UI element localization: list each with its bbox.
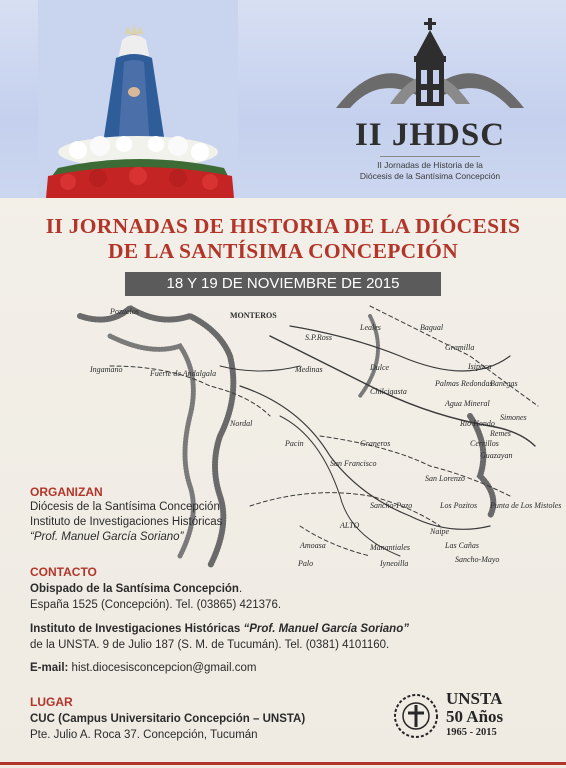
church-tower-icon [330,16,530,116]
event-title-line-2: DE LA SANTÍSIMA CONCEPCIÓN [107,239,459,263]
unsta-badge [446,690,546,740]
map-label: S.P.Ross [305,333,332,342]
map-label: Cerrillos [470,439,499,448]
contact-org-2-name-italic: “Prof. Manuel García Soriano” [243,623,409,635]
logo-title: II JHDSC [354,117,506,153]
map-label: ALTO [340,521,360,530]
map-label: Amoasa [300,541,326,550]
map-label: Nordal [230,419,253,428]
logo-divider [380,156,480,157]
map-label: Naipe [430,527,450,536]
map-label: Pozuelos [110,307,139,316]
header-band [0,0,566,198]
map-label: Punta de Los Mistoles [490,501,562,510]
event-date: 18 Y 19 DE NOVIEMBRE DE 2015 [125,272,441,296]
map-label: San Francisco [330,459,377,468]
map-label: Graneros [360,439,391,448]
map-label: Rio Hondo [460,419,495,428]
map-label: Guazayan [480,451,513,460]
unsta-years: 50 Años [446,707,504,726]
bottom-rule [0,762,566,765]
map-label: Agua Mineral [445,399,490,408]
lugar-label: LUGAR [30,695,73,709]
logo-subtitle-line-2: Diócesis de la Santísima Concepción [359,171,501,181]
email-label: E-mail: [30,662,69,674]
map-label: Simones [500,413,527,422]
map-label: Las Cañas [445,541,480,550]
map-label: Palmas Redondas [435,379,493,388]
contact-email [30,662,256,674]
organizer-2: Instituto de Investigaciones Históricas [30,516,223,528]
contact-org-1-name: Obispado de la Santísima Concepción [30,583,239,595]
map-label: San Lorenzo [425,474,465,483]
logo-subtitle-line-1: II Jornadas de Historia de la [377,160,483,170]
unsta-range: 1965 - 2015 [446,727,497,738]
unsta-seal-icon [393,693,439,739]
map-label: Manantiales [370,543,410,552]
map-label: Remes [490,429,511,438]
contact-org-1-end: . [238,583,243,595]
map-label: Isipuca [468,362,492,371]
contact-org-2 [30,623,409,635]
contact-org-1-address: España 1525 (Concepción). Tel. (03865) 421376. [30,599,282,611]
virgin-statue-photo [38,0,238,198]
map-label: Fuerte de Andalgala [150,369,217,378]
map-label: Leales [360,323,381,332]
map-label: Los Pozitos [440,501,478,510]
organizer-2-name: “Prof. Manuel García Soriano” [30,531,184,543]
map-label: Sancho-Pozo [370,501,413,510]
map-label: MONTEROS [230,311,277,320]
map-label: Sancho-Mayo [455,555,500,564]
event-title-line-1: II JORNADAS DE HISTORIA DE LA DIÓCESIS [45,214,521,238]
logo-subtitle [330,160,530,182]
contacto-label: CONTACTO [30,565,97,579]
map-label: Dulce [370,363,390,372]
map-label: Chilcigasta [370,387,407,396]
unsta-name: UNSTA [446,689,503,708]
organizer-1: Diócesis de la Santísima Concepción [30,501,220,513]
map-label: Pacin [285,439,304,448]
email-address[interactable]: hist.diocesisconcepcion@gmail.com [71,662,257,674]
venue-address: Pte. Julio A. Roca 37. Concepción, Tucumán [30,729,258,741]
event-title [20,214,546,264]
map-label: Medinas [295,365,323,374]
map-label: Palo [298,559,314,568]
map-label: Ingamano [90,365,123,374]
jhdsc-logo [330,16,530,186]
map-label: Gramilla [445,343,475,352]
contact-org-2-address: de la UNSTA. 9 de Julio 187 (S. M. de Tucumán). Tel. (0381) 4101160. [30,639,390,651]
organizan-label: ORGANIZAN [30,485,103,499]
map-label: Iyneoilla [380,559,409,568]
contact-org-1 [30,583,242,595]
contact-org-2-name: Instituto de Investigaciones Históricas [30,623,241,635]
map-label: Bagual [420,323,444,332]
venue-name: CUC (Campus Universitario Concepción – UNSTA) [30,713,306,725]
map-label: Banegas [490,379,518,388]
